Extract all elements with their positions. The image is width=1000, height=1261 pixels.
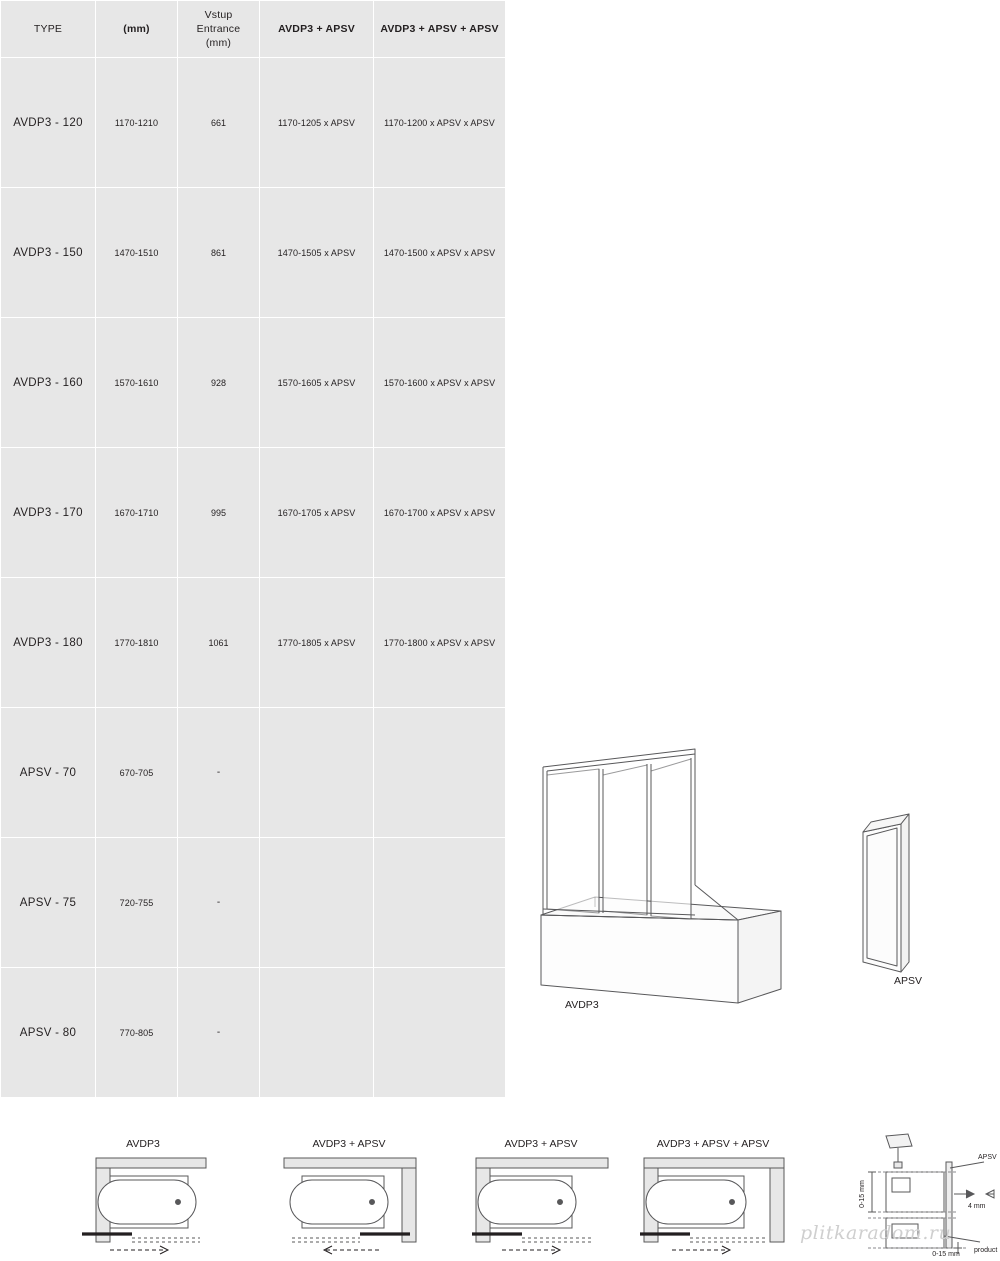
cell-avdp3-apsv — [260, 708, 374, 838]
table-row — [1, 58, 506, 188]
plan-title: AVDP3 + APSV + APSV — [656, 1138, 770, 1150]
table-row — [1, 448, 506, 578]
plan-view-avdp3-apsv-right — [446, 1104, 636, 1256]
cell-entrance: - — [178, 838, 260, 968]
cell-avdp3-apsv — [260, 968, 374, 1098]
direction-arrow-icon — [110, 1246, 168, 1254]
cell-mm: 670-705 — [96, 708, 178, 838]
cell-avdp3-apsv: 1670-1705 x APSV — [260, 448, 374, 578]
cell-entrance: 661 — [178, 58, 260, 188]
specification-table — [0, 0, 506, 1098]
plan-diagram — [446, 1152, 636, 1256]
table-row — [1, 968, 506, 1098]
cell-mm: 1570-1610 — [96, 318, 178, 448]
apsv-panel-drawing — [853, 810, 933, 980]
cell-avdp3-apsv — [260, 838, 374, 968]
cell-type: APSV - 70 — [1, 708, 96, 838]
column-header-entrance-line3: (mm) — [205, 37, 232, 50]
cell-type: APSV - 80 — [1, 968, 96, 1098]
plan-diagram — [48, 1152, 238, 1256]
cell-avdp3-apsv: 1770-1805 x APSV — [260, 578, 374, 708]
cell-avdp3-apsv-apsv — [374, 968, 506, 1098]
plan-view-avdp3 — [48, 1104, 238, 1256]
cell-avdp3-apsv-apsv: 1770-1800 x APSV x APSV — [374, 578, 506, 708]
plan-view-avdp3-apsv-left — [254, 1104, 444, 1256]
column-header-entrance-line2: Entrance — [196, 22, 241, 35]
table-row — [1, 188, 506, 318]
cell-mm: 770-805 — [96, 968, 178, 1098]
detail-label-apsv: APSV — [978, 1154, 997, 1161]
cell-type: AVDP3 - 170 — [1, 448, 96, 578]
plan-title: AVDP3 + APSV — [504, 1138, 578, 1150]
direction-arrow-icon — [324, 1246, 382, 1254]
avdp3-perspective-drawing — [523, 745, 783, 1005]
cell-avdp3-apsv: 1170-1205 x APSV — [260, 58, 374, 188]
plan-title: AVDP3 — [126, 1138, 160, 1150]
cell-mm: 720-755 — [96, 838, 178, 968]
plan-view-avdp3-apsv-apsv — [618, 1104, 808, 1256]
cell-avdp3-apsv-apsv — [374, 838, 506, 968]
watermark: plitkaradom.ru — [800, 1222, 952, 1244]
cell-avdp3-apsv: 1470-1505 x APSV — [260, 188, 374, 318]
table-header-row — [1, 1, 506, 58]
column-header-mm: (mm) — [96, 1, 178, 58]
product-drawings — [503, 0, 1000, 1100]
caption-apsv: APSV — [894, 975, 923, 987]
cell-avdp3-apsv: 1570-1605 x APSV — [260, 318, 374, 448]
cell-avdp3-apsv-apsv — [374, 708, 506, 838]
cell-mm: 1770-1810 — [96, 578, 178, 708]
cell-entrance: - — [178, 968, 260, 1098]
cell-type: APSV - 75 — [1, 838, 96, 968]
table-row — [1, 838, 506, 968]
cell-type: AVDP3 - 120 — [1, 58, 96, 188]
plan-title: AVDP3 + APSV — [312, 1138, 386, 1150]
column-header-entrance-line1: Vstup — [204, 8, 233, 21]
cell-type: AVDP3 - 180 — [1, 578, 96, 708]
direction-arrow-icon — [502, 1246, 560, 1254]
cell-avdp3-apsv-apsv: 1170-1200 x APSV x APSV — [374, 58, 506, 188]
detail-label-gap-bottom: 0-15 mm — [932, 1251, 960, 1256]
cell-avdp3-apsv-apsv: 1570-1600 x APSV x APSV — [374, 318, 506, 448]
plan-diagram — [618, 1152, 808, 1256]
cell-type: AVDP3 - 150 — [1, 188, 96, 318]
plan-diagram — [254, 1152, 444, 1256]
table-row — [1, 318, 506, 448]
table-row — [1, 578, 506, 708]
column-header-avdp3-apsv: AVDP3 + APSV — [260, 1, 374, 58]
cell-entrance: 861 — [178, 188, 260, 318]
cell-type: AVDP3 - 160 — [1, 318, 96, 448]
cell-entrance: 1061 — [178, 578, 260, 708]
cell-entrance: - — [178, 708, 260, 838]
cell-avdp3-apsv-apsv: 1670-1700 x APSV x APSV — [374, 448, 506, 578]
cell-mm: 1670-1710 — [96, 448, 178, 578]
column-header-avdp3-apsv-apsv: AVDP3 + APSV + APSV — [374, 1, 506, 58]
detail-label-gap-left: 0-15 mm — [859, 1180, 866, 1208]
cell-entrance: 995 — [178, 448, 260, 578]
table-row — [1, 708, 506, 838]
column-header-entrance — [178, 1, 260, 58]
table-body — [1, 58, 506, 1098]
caption-avdp3: AVDP3 — [565, 999, 599, 1011]
cell-mm: 1170-1210 — [96, 58, 178, 188]
cell-entrance: 928 — [178, 318, 260, 448]
direction-arrow-icon — [672, 1246, 730, 1254]
column-header-type: TYPE — [1, 1, 96, 58]
detail-label-4mm: 4 mm — [968, 1203, 986, 1210]
table-header — [1, 1, 506, 58]
cell-avdp3-apsv-apsv: 1470-1500 x APSV x APSV — [374, 188, 506, 318]
detail-label-product: product — [974, 1247, 998, 1254]
cell-mm: 1470-1510 — [96, 188, 178, 318]
